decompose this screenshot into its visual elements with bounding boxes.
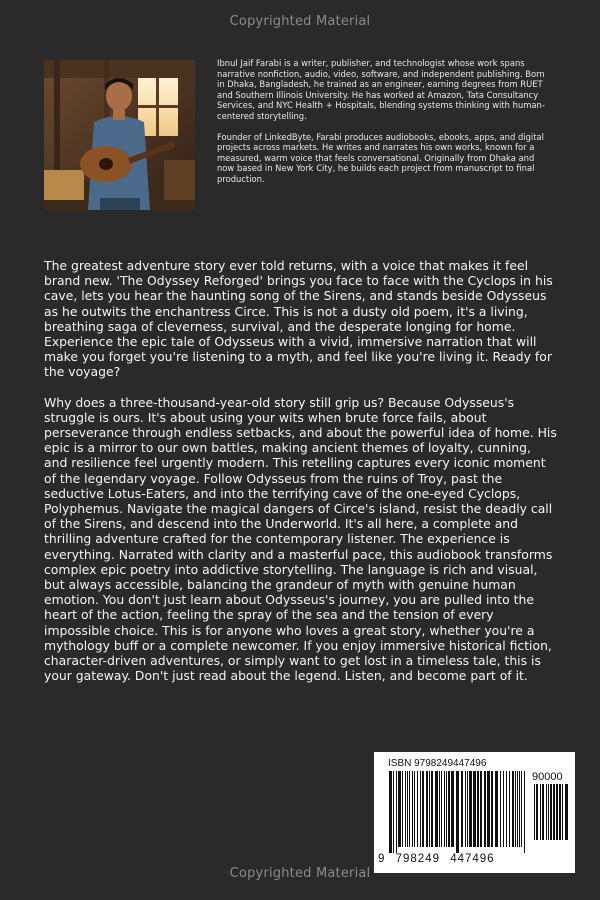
barcode-bar — [412, 771, 413, 847]
barcode-bar — [542, 784, 544, 840]
barcode-bar — [559, 784, 561, 840]
barcode-bar — [480, 771, 482, 847]
isbn-label: ISBN 9798249447496 — [388, 758, 487, 769]
barcode-bar — [465, 771, 466, 847]
barcode-bar — [396, 771, 397, 853]
barcode-bar — [402, 771, 403, 847]
barcode-bar — [444, 771, 445, 847]
watermark-bottom: Copyrighted Material — [229, 866, 371, 881]
barcode-main — [388, 771, 528, 853]
barcode-bar — [548, 784, 549, 840]
barcode-bar — [521, 771, 522, 847]
barcode-bar — [469, 771, 472, 847]
barcode-bar — [426, 771, 428, 847]
barcode-bar — [446, 771, 447, 847]
barcode-bar — [503, 771, 504, 847]
barcode-bar — [491, 771, 493, 847]
barcode-bar — [553, 784, 555, 840]
barcode-bar — [515, 771, 516, 847]
barcode-bar — [473, 771, 476, 847]
barcode-bar — [393, 771, 394, 853]
barcode-bar — [409, 771, 410, 847]
description-paragraph-1: The greatest adventure story ever told returns, with a voice that makes it feel brand new. 'The Odyssey Reforged' brings you face to face with the Cyclops in his cave, lets you hear the haunting song of the Sirens, and stands beside Odysseus as he outwits the enchantress Circe. This is not a dusty old poem, it's a living, breathing saga of cleverness, survival, and the desperate longing for home. Experience the epic tale of Odysseus with a vivid, immersive narration that will make you forget you're listening to a myth, and feel like you're living it. Ready for the voyage? — [44, 258, 553, 380]
barcode-bar — [556, 784, 558, 840]
barcode-bar — [550, 784, 552, 840]
barcode-bar — [534, 784, 535, 840]
barcode-digit-group-1: 9 — [378, 853, 386, 865]
watermark-top: Copyrighted Material — [229, 14, 371, 29]
barcode-bar — [431, 771, 433, 847]
barcode-bar — [456, 771, 459, 853]
price-code: 90000 — [532, 771, 563, 783]
barcode-bar — [484, 771, 486, 847]
barcode-bar — [512, 771, 514, 847]
barcode-bar — [389, 771, 392, 853]
barcode-bar — [536, 784, 538, 840]
barcode-addon — [533, 784, 569, 846]
barcode-bar — [420, 771, 421, 847]
author-bio-paragraph-1: Ibnul Jaif Farabi is a writer, publisher, and technologist whose work spans narrative nonfiction, audio, video, software, and independent publishing. Born in Dhaka, Bangladesh, he trained as an engineer, earning degrees from RUET and Southern Illinois University. He has worked at Amazon, Tata Consultancy Services, and NYC Health + Hospitals, blending systems thinking with human-centered storytelling. — [217, 58, 545, 121]
barcode-bar — [506, 771, 507, 847]
barcode-bar — [519, 771, 520, 847]
author-bio-paragraph-2: Founder of LinkedByte, Farabi produces audiobooks, ebooks, apps, and digital projects across markets. He writes and narrates his own works, known for a measured, warm voice that feels conversational. Originally from Dhaka and now based in New York City, he builds each project from manuscript to final production. — [217, 131, 544, 184]
barcode-bar — [500, 771, 501, 847]
barcode-bar — [487, 771, 490, 847]
barcode-digits — [378, 853, 501, 865]
barcode-bar — [565, 784, 568, 840]
barcode-bar — [477, 771, 479, 847]
barcode-box — [374, 752, 575, 873]
barcode-bar — [495, 771, 498, 847]
barcode-bar — [509, 771, 510, 847]
barcode-bar — [562, 784, 563, 840]
barcode-bar — [398, 771, 401, 847]
barcode-bar — [524, 771, 525, 853]
barcode-bar — [451, 771, 454, 847]
barcode-digit-group-3: 447496 — [450, 853, 495, 865]
barcode-bar — [405, 771, 406, 847]
barcode-bar — [439, 771, 440, 847]
barcode-bar — [417, 771, 418, 847]
barcode-bar — [435, 771, 438, 847]
barcode-bar — [540, 784, 541, 840]
author-photo — [44, 60, 195, 210]
barcode-bar — [517, 771, 518, 847]
barcode-bar — [448, 771, 450, 847]
barcode-bar — [429, 771, 430, 847]
barcode-bar — [414, 771, 415, 847]
barcode-bar — [407, 771, 408, 847]
barcode-bar — [441, 771, 442, 847]
description-paragraph-2: Why does a three-thousand-year-old story still grip us? Because Odysseus's struggle is ours. It's about using your wits when brute force fails, about perseverance through endless setbacks, and about the powerful idea of home. His epic is a mirror to our own battles, making ancient themes of loyalty, cunning, and resilience feel urgently modern. This retelling captures every iconic moment of the legendary voyage. Follow Odysseus from the ruins of Troy, past the seductive Lotus-Eaters, and into the terrifying cave of the one-eyed Cyclops, Polyphemus. Navigate the magical dangers of Circe's island, resist the deadly call of the Sirens, and descend into the Underworld. It's all here, a complete and thrilling adventure crafted for the contemporary listener. The experience is everything. Narrated with clarity and a masterful pace, this audiobook transforms complex epic poetry into addictive storytelling. The language is rich and visual, but always accessible, balancing the grandeur of myth with genuine human emotion. You don't just learn about Odysseus's journey, you are pulled into the heart of the action, feeling the spray of the sea and the tension of every impossible choice. This is for anyone who loves a great story, whether you're a mythology buff or a complete newcomer. If you enjoy immersive historical fiction, character-driven adventures, or simply want to get lost in a timeless tale, this is your gateway. Don't just read about the legend. Listen, and become part of it. — [44, 394, 557, 684]
barcode-bar — [422, 771, 424, 847]
barcode-bar — [546, 784, 547, 840]
book-description — [44, 258, 558, 698]
barcode-bar — [461, 771, 463, 847]
barcode-digit-group-2: 798249 — [395, 853, 440, 865]
author-bio — [217, 58, 553, 195]
barcode-bar — [467, 771, 468, 847]
